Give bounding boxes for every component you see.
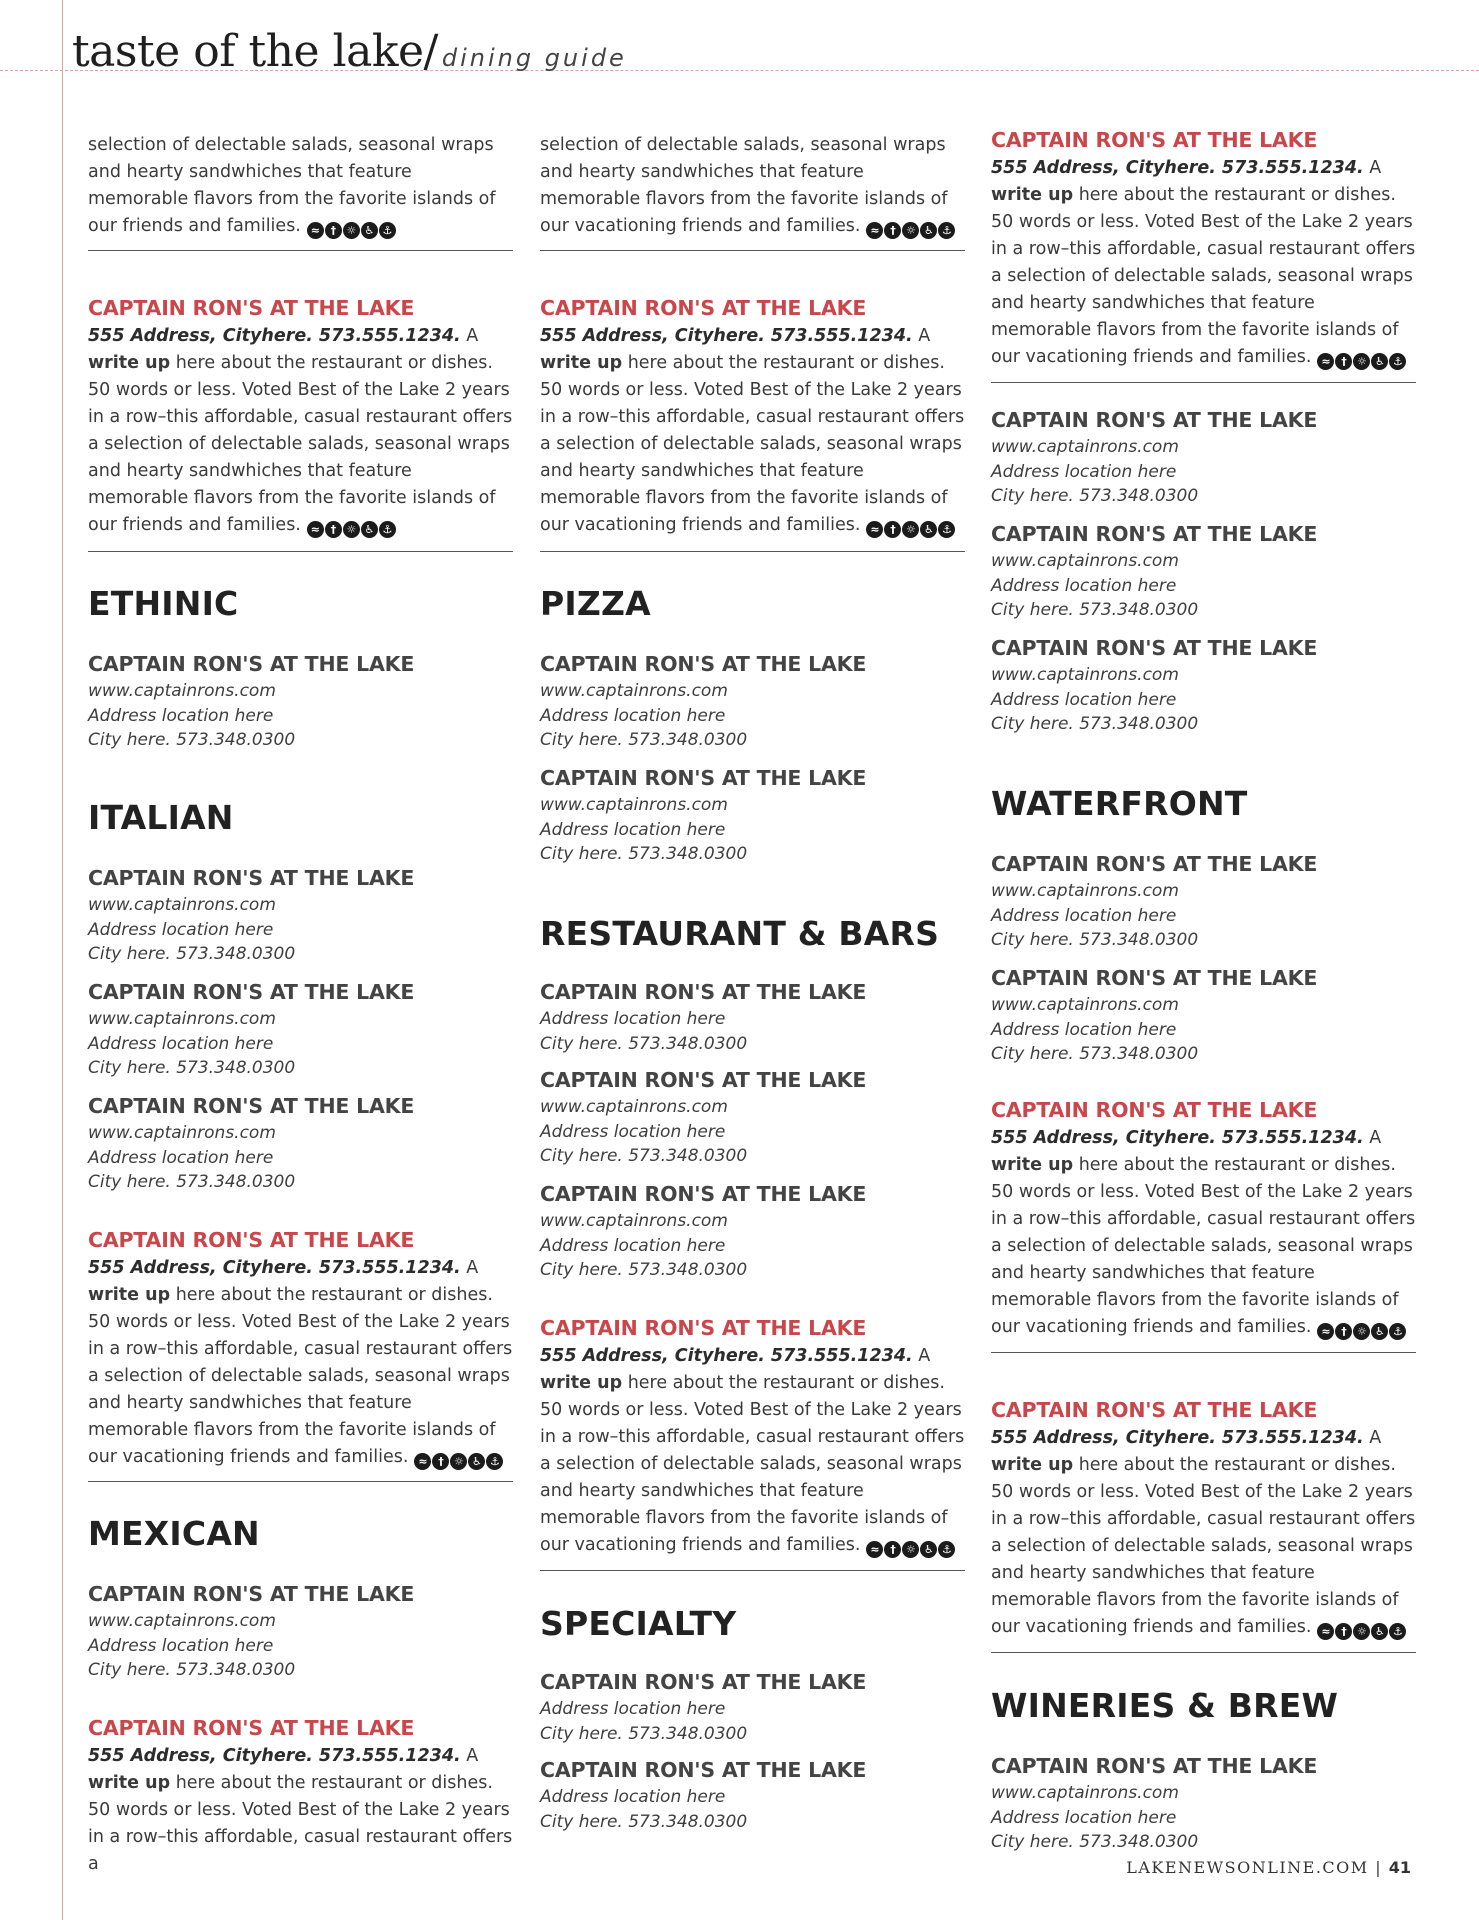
website-link[interactable]: www.captainrons.com [540,681,728,701]
restaurant-address: Address location here [991,689,1177,710]
sun-icon: ☼ [1353,1323,1370,1340]
website-link[interactable]: www.captainrons.com [540,1211,728,1231]
page-number: 41 [1388,1858,1411,1877]
restaurant-address: Address location here [88,919,274,940]
divider [540,250,965,251]
knife-fork-icon: † [325,222,342,239]
knife-fork-icon: † [432,1453,449,1470]
knife-fork-icon: † [1335,353,1352,370]
restaurant-name: CAPTAIN RON'S AT THE LAKE [88,652,415,676]
restaurant-phone: City here. 573.348.0300 [88,1172,296,1192]
restaurant-address: 555 Address, Cityhere. 573.555.1234. [540,326,913,346]
restaurant-address: Address location here [88,1147,274,1168]
restaurant-address: Address location here [88,1635,274,1656]
section-heading: WATERFRONT [991,784,1248,823]
page-subtitle: dining guide [441,44,627,72]
restaurant-phone: City here. 573.348.0300 [991,486,1199,506]
restaurant-name: CAPTAIN RON'S AT THE LAKE [88,1582,415,1606]
wheelchair-icon: ♿ [361,521,378,538]
restaurant-phone: City here. 573.348.0300 [540,1146,748,1166]
restaurant-phone: City here. 573.348.0300 [540,730,748,750]
fish-icon: ≈ [1317,1323,1334,1340]
restaurant-phone: City here. 573.348.0300 [88,1058,296,1078]
restaurant-name: CAPTAIN RON'S AT THE LAKE [991,1754,1318,1778]
restaurant-name: CAPTAIN RON'S AT THE LAKE [991,852,1318,876]
wheelchair-icon: ♿ [920,1541,937,1558]
review-entry: CAPTAIN RON'S AT THE LAKE 555 Address, Cityhere. 573.555.1234. A write up here about the restaurant or dishes. 50 words or less. Voted Best of the Lake 2 years in a row–this affordable, casual restaurant offers a selection of delectable salads, seasonal wraps and hearty sandwhiches that feature memorable flavors from the favorite islands of our vacationing friends and families. ≈ † ☼ ♿ ⚓ [540,294,965,542]
restaurant-name: CAPTAIN RON'S AT THE LAKE [88,866,415,890]
restaurant-address: Address location here [540,1235,726,1256]
restaurant-name: CAPTAIN RON'S AT THE LAKE [88,1094,415,1118]
restaurant-address: Address location here [540,1121,726,1142]
divider [88,551,513,552]
knife-fork-icon: † [884,1541,901,1558]
review-text: here about the restaurant or dishes. 50 words or less. Voted Best of the Lake 2 years in a row–this affordable, casual restaurant offers a selection of delectable salads, seasonal wraps and hearty sandwhiches that feature memorable flavors from the favorite islands of our vacationing friends and families. [991,1155,1416,1337]
restaurant-name: CAPTAIN RON'S AT THE LAKE [88,980,415,1004]
boat-icon: ⚓ [938,1541,955,1558]
boat-icon: ⚓ [1389,1323,1406,1340]
boat-icon: ⚓ [379,521,396,538]
restaurant-name: CAPTAIN RON'S AT THE LAKE [540,1758,867,1782]
divider [88,250,513,251]
listing-entry [540,650,965,753]
section-heading: WINERIES & BREW [991,1686,1339,1725]
restaurant-phone: City here. 573.348.0300 [991,714,1199,734]
knife-fork-icon: † [884,521,901,538]
restaurant-name: CAPTAIN RON'S AT THE LAKE [88,1228,415,1252]
listing-entry [540,978,965,1056]
listing-entry [88,1580,513,1683]
listing-entry [88,978,513,1081]
continued-review [540,132,965,243]
fish-icon: ≈ [307,222,324,239]
divider [88,1481,513,1482]
listing-entry [88,650,513,753]
review-text: selection of delectable salads, seasonal wraps and hearty sandwhiches that feature memorable flavors from the favorite islands of our friends and families. [88,135,496,236]
knife-fork-icon: † [1335,1623,1352,1640]
restaurant-name: CAPTAIN RON'S AT THE LAKE [991,408,1318,432]
divider [991,1652,1416,1653]
restaurant-name: CAPTAIN RON'S AT THE LAKE [540,766,867,790]
amenity-icons [414,1447,504,1474]
section-heading: SPECIALTY [540,1604,737,1643]
restaurant-name: CAPTAIN RON'S AT THE LAKE [540,1316,867,1340]
sun-icon: ☼ [902,222,919,239]
sun-icon: ☼ [1353,1623,1370,1640]
section-heading: MEXICAN [88,1514,260,1553]
review-text: here about the restaurant or dishes. 50 words or less. Voted Best of the Lake 2 years in a row–this affordable, casual restaurant offers a selection of delectable salads, seasonal wraps and hearty sandwhiches that feature memorable flavors from the favorite islands of our vacationing friends and families. [540,353,965,535]
amenity-icons [1317,1317,1407,1344]
wheelchair-icon: ♿ [468,1453,485,1470]
amenity-icons [1317,347,1407,374]
restaurant-phone: City here. 573.348.0300 [540,1260,748,1280]
margin-rule-vertical [62,0,63,1920]
page-footer [1126,1858,1411,1877]
fish-icon: ≈ [307,521,324,538]
restaurant-name: CAPTAIN RON'S AT THE LAKE [540,1182,867,1206]
review-entry: CAPTAIN RON'S AT THE LAKE 555 Address, Cityhere. 573.555.1234. A write up here about the restaurant or dishes. 50 words or less. Voted Best of the Lake 2 years in a row–this affordable, casual restaurant offers a selection of delectable salads, seasonal wraps and hearty sandwhiches that feature memorable flavors from the favorite islands of our vacationing friends and families. ≈ † ☼ ♿ ⚓ [991,126,1416,374]
restaurant-address: Address location here [540,819,726,840]
knife-fork-icon: † [325,521,342,538]
review-entry: CAPTAIN RON'S AT THE LAKE 555 Address, Cityhere. 573.555.1234. A write up here about the restaurant or dishes. 50 words or less. Voted Best of the Lake 2 years in a row–this affordable, casual restaurant offers a selection of delectable salads, seasonal wraps and hearty sandwhiches that feature memorable flavors from the favorite islands of our vacationing friends and families. ≈ † ☼ ♿ ⚓ [88,1226,513,1474]
website-link[interactable]: www.captainrons.com [991,995,1179,1015]
website-link[interactable]: www.captainrons.com [991,437,1179,457]
footer-site[interactable]: LAKENEWSONLINE.COM [1126,1858,1369,1877]
listing-entry [991,1752,1416,1855]
continued-review [88,132,513,243]
restaurant-address: 555 Address, Cityhere. 573.555.1234. [88,326,461,346]
section-heading: ETHINIC [88,584,239,623]
fish-icon: ≈ [866,1541,883,1558]
restaurant-address: 555 Address, Cityhere. 573.555.1234. [88,1746,461,1766]
boat-icon: ⚓ [486,1453,503,1470]
wheelchair-icon: ♿ [1371,1623,1388,1640]
fish-icon: ≈ [414,1453,431,1470]
masthead [72,26,627,77]
restaurant-address: Address location here [540,705,726,726]
sun-icon: ☼ [343,521,360,538]
wheelchair-icon: ♿ [361,222,378,239]
restaurant-address: Address location here [540,1787,726,1807]
restaurant-name: CAPTAIN RON'S AT THE LAKE [991,522,1318,546]
amenity-icons [307,216,397,243]
website-link[interactable]: www.captainrons.com [88,681,276,701]
restaurant-address: Address location here [991,461,1177,482]
restaurant-name: CAPTAIN RON'S AT THE LAKE [540,1670,867,1694]
sun-icon: ☼ [343,222,360,239]
section-heading: ITALIAN [88,798,234,837]
amenity-icons [866,216,956,243]
review-text: selection of delectable salads, seasonal wraps and hearty sandwhiches that feature memorable flavors from the favorite islands of our vacationing friends and families. [540,135,948,236]
review-entry: CAPTAIN RON'S AT THE LAKE 555 Address, Cityhere. 573.555.1234. A write up here about the restaurant or dishes. 50 words or less. Voted Best of the Lake 2 years in a row–this affordable, casual restaurant offers a selection of delectable salads, seasonal wraps and hearty sandwhiches that feature memorable flavors from the favorite islands of our vacationing friends and families. ≈ † ☼ ♿ ⚓ [991,1096,1416,1344]
restaurant-name: CAPTAIN RON'S AT THE LAKE [991,1398,1318,1422]
website-link[interactable]: www.captainrons.com [991,665,1179,685]
fish-icon: ≈ [1317,353,1334,370]
footer-separator: | [1375,1858,1383,1877]
restaurant-address: Address location here [991,575,1177,596]
listing-entry [991,406,1416,509]
sun-icon: ☼ [450,1453,467,1470]
review-entry: CAPTAIN RON'S AT THE LAKE 555 Address, Cityhere. 573.555.1234. A write up here about the restaurant or dishes. 50 words or less. Voted Best of the Lake 2 years in a row–this affordable, casual restaurant offers a selection of delectable salads, seasonal wraps and hearty sandwhiches that feature memorable flavors from the favorite islands of our vacationing friends and families. ≈ † ☼ ♿ ⚓ [540,1314,965,1562]
website-link[interactable]: www.captainrons.com [88,1123,276,1143]
restaurant-phone: City here. 573.348.0300 [88,1660,296,1680]
boat-icon: ⚓ [379,222,396,239]
restaurant-address: 555 Address, Cityhere. 573.555.1234. [540,1346,913,1366]
amenity-icons [866,1535,956,1562]
restaurant-name: CAPTAIN RON'S AT THE LAKE [540,652,867,676]
restaurant-name: CAPTAIN RON'S AT THE LAKE [991,636,1318,660]
listing-entry [540,1180,965,1283]
divider [991,382,1416,383]
restaurant-name: CAPTAIN RON'S AT THE LAKE [88,296,415,320]
restaurant-address: Address location here [88,705,274,726]
listing-entry [88,1092,513,1195]
review-text: here about the restaurant or dishes. 50 words or less. Voted Best of the Lake 2 years in a row–this affordable, casual restaurant offers a selection of delectable salads, seasonal wraps and hearty sandwhiches that feature memorable flavors from the favorite islands of our friends and families. [88,353,513,535]
listing-entry [991,634,1416,737]
listing-entry [991,520,1416,623]
website-link[interactable]: www.captainrons.com [540,1097,728,1117]
restaurant-address: Address location here [540,1699,726,1719]
listing-entry [540,1066,965,1169]
fish-icon: ≈ [1317,1623,1334,1640]
listing-entry [540,1668,965,1746]
restaurant-name: CAPTAIN RON'S AT THE LAKE [540,980,867,1004]
restaurant-phone: City here. 573.348.0300 [991,930,1199,950]
sun-icon: ☼ [902,521,919,538]
review-text: here about the restaurant or dishes. 50 words or less. Voted Best of the Lake 2 years in a row–this affordable, casual restaurant offers a selection of delectable salads, seasonal wraps and hearty sandwhiches that feature memorable flavors from the favorite islands of our vacationing friends and families. [991,185,1416,367]
boat-icon: ⚓ [938,222,955,239]
restaurant-address: 555 Address, Cityhere. 573.555.1234. [991,1128,1364,1148]
wheelchair-icon: ♿ [920,222,937,239]
review-entry: CAPTAIN RON'S AT THE LAKE 555 Address, Cityhere. 573.555.1234. A write up here about the restaurant or dishes. 50 words or less. Voted Best of the Lake 2 years in a row–this affordable, casual restaurant offers a [88,1716,513,1874]
review-text: here about the restaurant or dishes. 50 words or less. Voted Best of the Lake 2 years in a row–this affordable, casual restaurant offers a selection of delectable salads, seasonal wraps and hearty sandwhiches that feature memorable flavors from the favorite islands of our vacationing friends and families. [88,1285,513,1467]
boat-icon: ⚓ [1389,353,1406,370]
sun-icon: ☼ [902,1541,919,1558]
amenity-icons [307,515,397,542]
restaurant-address: 555 Address, Cityhere. 573.555.1234. [991,158,1364,178]
restaurant-name: CAPTAIN RON'S AT THE LAKE [991,1098,1318,1122]
listing-entry [88,864,513,967]
website-link[interactable]: www.captainrons.com [991,551,1179,571]
restaurant-phone: City here. 573.348.0300 [991,600,1199,620]
divider [540,551,965,552]
website-link[interactable]: www.captainrons.com [991,881,1179,901]
amenity-icons [866,515,956,542]
section-heading: PIZZA [540,584,651,623]
restaurant-phone: City here. 573.348.0300 [991,1044,1199,1064]
amenity-icons [1317,1617,1407,1644]
wheelchair-icon: ♿ [1371,1323,1388,1340]
sun-icon: ☼ [1353,353,1370,370]
restaurant-address: 555 Address, Cityhere. 573.555.1234. [991,1428,1364,1448]
restaurant-address: 555 Address, Cityhere. 573.555.1234. [88,1258,461,1278]
restaurant-phone: City here. 573.348.0300 [88,944,296,964]
fish-icon: ≈ [866,222,883,239]
boat-icon: ⚓ [1389,1623,1406,1640]
restaurant-address: Address location here [991,1807,1177,1828]
wheelchair-icon: ♿ [920,521,937,538]
restaurant-address: Address location here [540,1009,726,1029]
restaurant-address: Address location here [88,1033,274,1054]
restaurant-address: Address location here [991,1019,1177,1040]
listing-entry [540,1756,965,1834]
restaurant-phone: City here. 573.348.0300 [540,1723,748,1744]
divider [991,1352,1416,1353]
restaurant-phone: City here. 573.348.0300 [540,1811,748,1832]
website-link[interactable]: www.captainrons.com [88,895,276,915]
restaurant-phone: City here. 573.348.0300 [88,730,296,750]
website-link[interactable]: www.captainrons.com [991,1783,1179,1803]
section-heading: RESTAURANT & BARS [540,914,940,953]
review-text: here about the restaurant or dishes. 50 words or less. Voted Best of the Lake 2 years in a row–this affordable, casual restaurant offers a [88,1773,513,1874]
listing-entry [991,964,1416,1067]
restaurant-name: CAPTAIN RON'S AT THE LAKE [991,966,1318,990]
restaurant-address: Address location here [991,905,1177,926]
review-entry: CAPTAIN RON'S AT THE LAKE 555 Address, Cityhere. 573.555.1234. A write up here about the restaurant or dishes. 50 words or less. Voted Best of the Lake 2 years in a row–this affordable, casual restaurant offers a selection of delectable salads, seasonal wraps and hearty sandwhiches that feature memorable flavors from the favorite islands of our vacationing friends and families. ≈ † ☼ ♿ ⚓ [991,1396,1416,1644]
listing-entry [991,850,1416,953]
knife-fork-icon: † [1335,1323,1352,1340]
boat-icon: ⚓ [938,521,955,538]
restaurant-phone: City here. 573.348.0300 [540,1033,748,1054]
restaurant-name: CAPTAIN RON'S AT THE LAKE [88,1716,415,1740]
knife-fork-icon: † [884,222,901,239]
website-link[interactable]: www.captainrons.com [88,1009,276,1029]
review-entry: CAPTAIN RON'S AT THE LAKE 555 Address, Cityhere. 573.555.1234. A write up here about the restaurant or dishes. 50 words or less. Voted Best of the Lake 2 years in a row–this affordable, casual restaurant offers a selection of delectable salads, seasonal wraps and hearty sandwhiches that feature memorable flavors from the favorite islands of our friends and families. ≈ † ☼ ♿ ⚓ [88,294,513,542]
wheelchair-icon: ♿ [1371,353,1388,370]
restaurant-name: CAPTAIN RON'S AT THE LAKE [991,128,1318,152]
fish-icon: ≈ [866,521,883,538]
restaurant-phone: City here. 573.348.0300 [991,1832,1199,1852]
listing-entry [540,764,965,867]
restaurant-name: CAPTAIN RON'S AT THE LAKE [540,1068,867,1092]
review-text: here about the restaurant or dishes. 50 words or less. Voted Best of the Lake 2 years in a row–this affordable, casual restaurant offers a selection of delectable salads, seasonal wraps and hearty sandwhiches that feature memorable flavors from the favorite islands of our vacationing friends and families. [540,1373,965,1555]
divider [540,1570,965,1571]
website-link[interactable]: www.captainrons.com [540,795,728,815]
review-text: here about the restaurant or dishes. 50 words or less. Voted Best of the Lake 2 years in a row–this affordable, casual restaurant offers a selection of delectable salads, seasonal wraps and hearty sandwhiches that feature memorable flavors from the favorite islands of our vacationing friends and families. [991,1455,1416,1637]
restaurant-name: CAPTAIN RON'S AT THE LAKE [540,296,867,320]
page-title: taste of the lake/ [72,26,438,77]
website-link[interactable]: www.captainrons.com [88,1611,276,1631]
restaurant-phone: City here. 573.348.0300 [540,844,748,864]
